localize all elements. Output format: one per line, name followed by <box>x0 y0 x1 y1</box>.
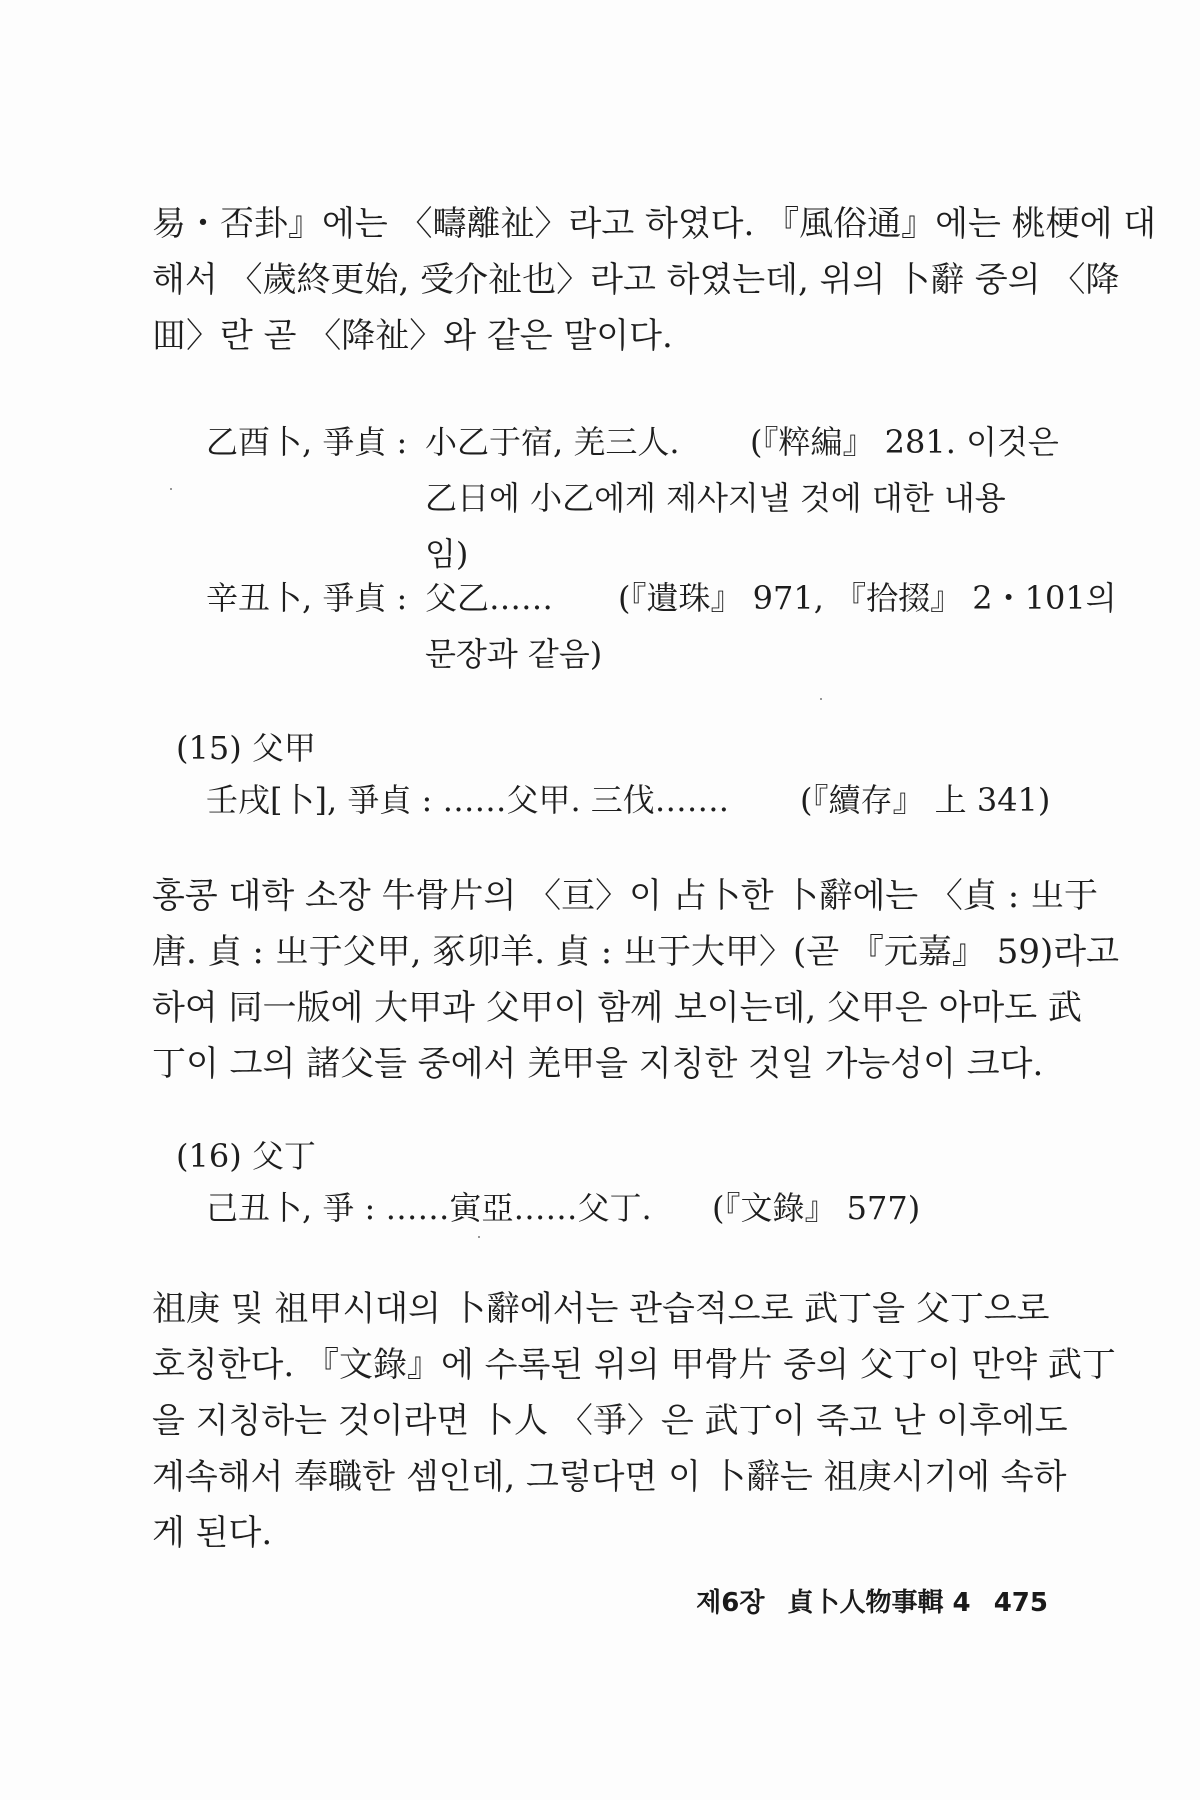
section-15-source: (『續存』 上 341) <box>800 781 1051 819</box>
paragraph-2 <box>152 868 1119 1092</box>
example-1-note-line: 乙日에 小乙에게 제사지낼 것에 대한 내용 <box>425 479 1006 517</box>
paragraph-line: 丁이 그의 諸父들 중에서 羌甲을 지칭한 것일 가능성이 크다. <box>152 1044 1044 1084</box>
paragraph-line: 해서 〈歲終更始, 受介祉也〉라고 하였는데, 위의 卜辭 중의 〈降 <box>152 260 1120 300</box>
footer-chapter: 제6장 <box>696 1588 765 1618</box>
section-16-line: 己丑卜, 爭 : ……寅亞……父丁. <box>206 1189 652 1227</box>
paragraph-line: 囬〉란 곧 〈降祉〉와 같은 말이다. <box>152 316 673 356</box>
section-15-line: 壬戌[卜], 爭貞 : ……父甲. 三伐……. <box>206 781 729 819</box>
paragraph-line: 호칭한다. 『文錄』에 수록된 위의 甲骨片 중의 父丁이 만약 武丁 <box>152 1345 1116 1385</box>
example-1-head: 乙酉卜, 爭貞 : <box>206 423 408 461</box>
example-2-head: 辛丑卜, 爭貞 : <box>206 579 408 617</box>
paragraph-line: 게 된다. <box>152 1513 273 1553</box>
paragraph-3 <box>152 1281 1116 1561</box>
section-15-heading: (15) 父甲 <box>176 729 316 767</box>
paragraph-line: 하여 同一版에 大甲과 父甲이 함께 보이는데, 父甲은 아마도 武 <box>152 988 1082 1028</box>
paragraph-line: 계속해서 奉職한 셈인데, 그렇다면 이 卜辭는 祖庚시기에 속하 <box>152 1457 1067 1497</box>
scan-speck <box>820 698 822 700</box>
example-2-text: 父乙…… <box>425 579 554 617</box>
example-1-note-line: 임) <box>425 535 469 573</box>
scan-speck <box>478 1236 480 1238</box>
footer-title: 貞卜人物事輯 4 <box>787 1588 971 1618</box>
example-1-note <box>425 470 1055 582</box>
paragraph-1 <box>152 196 1157 364</box>
page-number: 475 <box>993 1588 1048 1618</box>
paragraph-line: 홍콩 대학 소장 牛骨片의 〈亘〉이 占卜한 卜辭에는 〈貞 : 㞢于 <box>152 876 1099 916</box>
paragraph-line: 을 지칭하는 것이라면 卜人 〈爭〉은 武丁이 죽고 난 이후에도 <box>152 1401 1068 1441</box>
paragraph-line: 祖庚 및 祖甲시대의 卜辭에서는 관습적으로 武丁을 父丁으로 <box>152 1289 1050 1329</box>
example-2-note-line: 문장과 같음) <box>425 635 603 673</box>
example-2-note <box>425 626 1055 682</box>
paragraph-line: 唐. 貞 : 㞢于父甲, 豖卯羊. 貞 : 㞢于大甲〉(곧 『元嘉』 59)라고 <box>152 932 1119 972</box>
running-footer <box>696 1583 1048 1623</box>
section-16-source: (『文錄』 577) <box>712 1189 921 1227</box>
paragraph-line: 易・否卦』에는 〈疇離祉〉라고 하였다. 『風俗通』에는 桃梗에 대 <box>152 204 1157 244</box>
scan-speck <box>170 488 172 490</box>
example-1-text: 小乙于宿, 羌三人. <box>425 423 680 461</box>
example-1-source: (『粹編』 281. 이것은 <box>750 423 1059 461</box>
section-16-heading: (16) 父丁 <box>176 1137 316 1175</box>
example-2-source: (『遺珠』 971, 『拾掇』 2・101의 <box>618 579 1117 617</box>
